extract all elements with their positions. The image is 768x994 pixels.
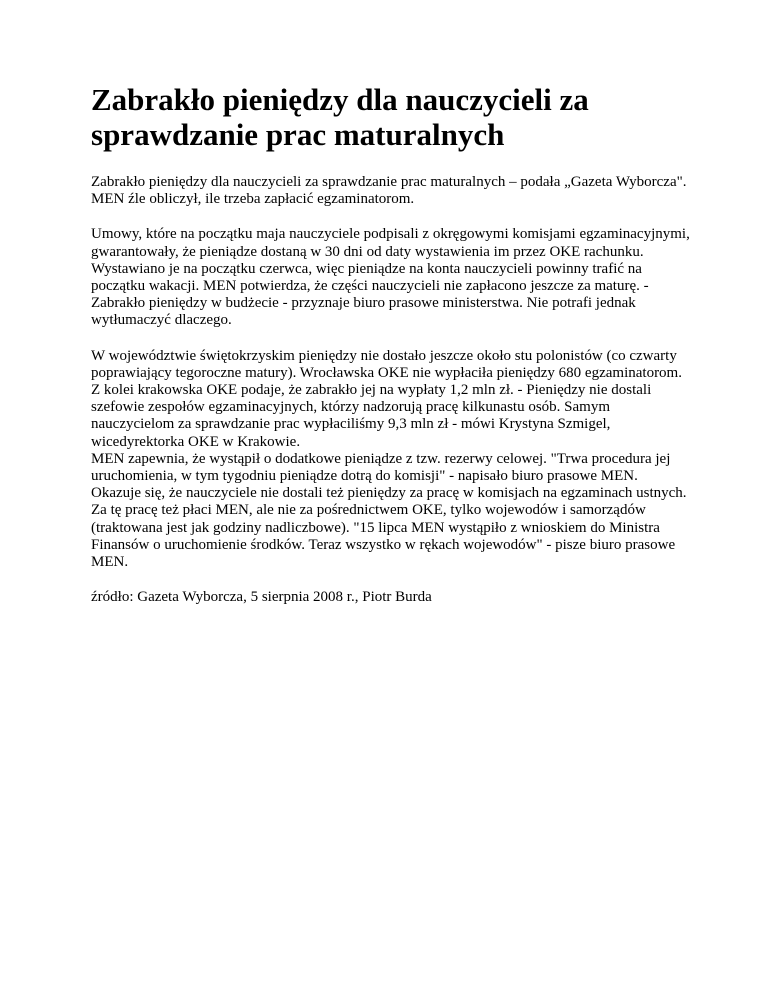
body-paragraph-contracts: Umowy, które na początku maja nauczyciele podpisali z okręgowymi komisjami egzaminacyjnymi, gwarantowały, że pieniądze dostaną w 30 dni od daty wystawienia im przez OKE rachunku. Wystawiano je na początku czerwca, więc pieniądze na konta nauczycieli powinny trafić na początku wakacji. MEN potwierdza, że części nauczycieli nie zapłacono jeszcze za maturę. - Zabrakło pieniędzy w budżecie - przyznaje biuro prasowe ministerstwa. Nie potrafi jednak wytłumaczyć dlaczego. [91, 226, 690, 329]
source-line: źródło: Gazeta Wyborcza, 5 sierpnia 2008 r., Piotr Burda [91, 589, 432, 606]
document-page [91, 82, 691, 606]
body-paragraph-regions: W województwie świętokrzyskim pieniędzy nie dostało jeszcze około stu polonistów (co czwarty poprawiający tegoroczne matury). Wrocławska OKE nie wypłaciła pieniędzy 680 egzaminatorom. Z kolei krakowska OKE podaje, że zabrakło jej na wypłaty 1,2 mln zł. - Pieniędzy nie dostali szefowie zespołów egzaminacyjnych, którzy nadzorują pracę kilkunastu osób. Samym nauczycielom za sprawdzanie prac wypłaciliśmy 9,3 mln zł - mówi Krystyna Szmigel, wicedyrektorka OKE w Krakowie. [91, 347, 682, 450]
lead-paragraph: Zabrakło pieniędzy dla nauczycieli za sprawdzanie prac maturalnych – podała „Gazeta Wyborcza". MEN źle obliczył, ile trzeba zapłacić egzaminatorom. [91, 174, 687, 208]
article-title: Zabrakło pieniędzy dla nauczycieli za sprawdzanie prac maturalnych [91, 82, 589, 152]
body-paragraph-ministry-response: MEN zapewnia, że wystąpił o dodatkowe pieniądze z tzw. rezerwy celowej. "Trwa procedura jej uruchomienia, w tym tygodniu pieniądze dotrą do komisji" - napisało biuro prasowe MEN. Okazuje się, że nauczyciele nie dostali też pieniędzy za pracę w komisjach na egzaminach ustnych. Za tę pracę też płaci MEN, ale nie za pośrednictwem OKE, tylko wojewodów i samorządów (traktowana jest jak godziny nadliczbowe). "15 lipca MEN wystąpiło z wnioskiem do Ministra Finansów o uruchomienie środków. Teraz wszystko w rękach wojewodów" - pisze biuro prasowe MEN. [91, 450, 687, 571]
